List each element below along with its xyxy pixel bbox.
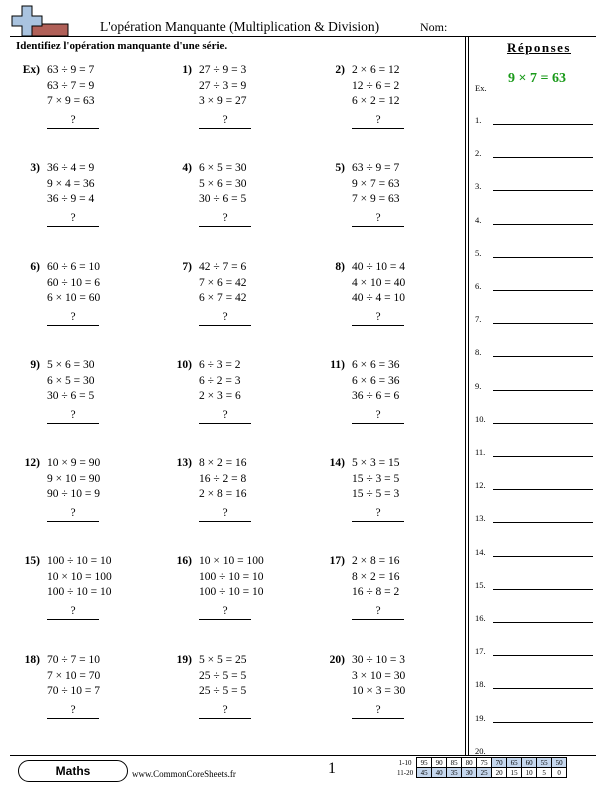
equation: 10 × 9 = 90: [47, 457, 101, 469]
equation: 7 × 9 = 63: [47, 95, 95, 107]
problem-number: 13): [176, 457, 192, 469]
answer-label: 5.: [475, 247, 482, 258]
equation: 9 × 7 = 63: [352, 177, 400, 190]
equation: 9 × 4 = 36: [47, 177, 95, 190]
answer-row: [475, 373, 593, 393]
worksheet-logo: [10, 4, 72, 40]
answer-row: [475, 472, 593, 492]
equation: 12 ÷ 6 = 2: [352, 79, 400, 92]
equation: 6 × 5 = 30: [47, 374, 95, 387]
answer-line[interactable]: [493, 555, 593, 557]
equation: 30 ÷ 10 = 3: [352, 654, 406, 666]
answer-label: 15.: [475, 579, 486, 590]
answer-label: 17.: [475, 646, 486, 657]
equation: 6 × 7 = 42: [199, 292, 247, 304]
problem: [18, 555, 168, 645]
problem: [323, 261, 473, 351]
equation: 70 ÷ 10 = 7: [47, 685, 101, 697]
answer-line[interactable]: [493, 322, 593, 324]
answer-label: 9.: [475, 380, 482, 391]
equation: 2 × 3 = 6: [199, 390, 241, 402]
answer-row: [475, 173, 593, 193]
answer-row: [475, 207, 593, 227]
missing-operation-blank[interactable]: ?: [199, 114, 251, 129]
problem: [18, 654, 168, 744]
equation: 60 ÷ 10 = 6: [47, 276, 101, 289]
problem-number: 6): [30, 261, 40, 273]
missing-operation-blank[interactable]: ?: [47, 212, 99, 227]
problem-number: 18): [24, 654, 40, 666]
problem: [170, 64, 320, 154]
score-cell: 80: [462, 758, 477, 768]
answer-label: 16.: [475, 613, 486, 623]
score-cell: 95: [417, 758, 432, 768]
equation: 70 ÷ 7 = 10: [47, 654, 101, 666]
equation: 7 × 6 = 42: [199, 276, 247, 289]
problem: [323, 457, 473, 547]
equation: 6 ÷ 2 = 3: [199, 374, 241, 387]
equation: 100 ÷ 10 = 10: [47, 555, 112, 567]
score-cell: 70: [492, 758, 507, 768]
score-cell: 90: [432, 758, 447, 768]
missing-operation-blank[interactable]: ?: [47, 311, 99, 326]
score-cell: 45: [417, 768, 432, 778]
problem-number: 15): [24, 555, 40, 567]
answer-line[interactable]: [493, 588, 593, 590]
answer-row: [475, 439, 593, 459]
problem: [170, 261, 320, 351]
answer-line[interactable]: [493, 156, 593, 158]
missing-operation-blank[interactable]: ?: [199, 311, 251, 326]
equation: 90 ÷ 10 = 9: [47, 488, 101, 500]
answer-line[interactable]: [493, 289, 593, 291]
answer-row: [475, 505, 593, 525]
answer-label: 20.: [475, 745, 486, 756]
missing-operation-blank[interactable]: ?: [352, 605, 404, 620]
equation: 25 ÷ 5 = 5: [199, 669, 247, 682]
score-cell: 40: [432, 768, 447, 778]
score-cell: 0: [552, 768, 567, 778]
answer-label: 4.: [475, 214, 482, 225]
answer-line[interactable]: [493, 654, 593, 656]
answer-line[interactable]: [493, 687, 593, 689]
problem-number: 2): [335, 64, 345, 76]
equation: 27 ÷ 9 = 3: [199, 64, 247, 76]
equation: 5 × 3 = 15: [352, 457, 400, 469]
answer-label: 18.: [475, 679, 486, 690]
score-cell: 85: [447, 758, 462, 768]
equation: 60 ÷ 6 = 10: [47, 261, 101, 273]
page-number: 1: [328, 760, 336, 777]
answer-label: 19.: [475, 712, 486, 723]
equation: 36 ÷ 4 = 9: [47, 162, 95, 174]
problem-number: 19): [176, 654, 192, 666]
answer-line[interactable]: [493, 189, 593, 191]
answer-label: 10.: [475, 413, 486, 424]
problem: [323, 359, 473, 449]
problem-number: 9): [30, 359, 40, 371]
equation: 8 × 2 = 16: [199, 457, 247, 469]
score-table: [396, 757, 567, 778]
answer-line[interactable]: [493, 621, 593, 623]
problem: [170, 162, 320, 252]
equation: 7 × 9 = 63: [352, 193, 400, 205]
score-row-label: 11-20: [397, 768, 414, 777]
score-row: [396, 768, 567, 778]
answer-label: 2.: [475, 148, 482, 159]
problem-number: 10): [176, 359, 192, 371]
equation: 5 × 5 = 25: [199, 654, 247, 666]
equation: 30 ÷ 6 = 5: [199, 193, 247, 205]
answer-label: 12.: [475, 480, 486, 491]
equation: 10 × 3 = 30: [352, 685, 406, 697]
answer-row: [475, 671, 593, 691]
answer-label: 6.: [475, 281, 482, 291]
problem-number: 20): [329, 654, 345, 666]
equation: 40 ÷ 10 = 4: [352, 261, 406, 273]
equation: 63 ÷ 7 = 9: [47, 79, 95, 92]
missing-operation-blank[interactable]: ?: [352, 409, 404, 424]
problem: [170, 359, 320, 449]
problem-number: 3): [30, 162, 40, 174]
equation: 3 × 10 = 30: [352, 669, 406, 682]
score-cell: 50: [552, 758, 567, 768]
missing-operation-blank[interactable]: ?: [199, 605, 251, 620]
problem-number: 12): [24, 457, 40, 469]
answer-row: [475, 107, 593, 127]
problem: [323, 654, 473, 744]
equation: 2 × 6 = 12: [352, 64, 400, 76]
equation: 6 × 2 = 12: [352, 95, 400, 107]
equation: 5 × 6 = 30: [47, 359, 95, 371]
equation: 36 ÷ 6 = 6: [352, 390, 400, 402]
answer-row: [475, 339, 593, 359]
answer-label: 11.: [475, 447, 486, 457]
equation: 3 × 9 = 27: [199, 95, 247, 107]
equation: 7 × 10 = 70: [47, 669, 101, 682]
missing-operation-blank[interactable]: ?: [47, 605, 99, 620]
missing-operation-blank[interactable]: ?: [352, 114, 404, 129]
worksheet-title: L'opération Manquante (Multiplication & Division): [100, 19, 380, 34]
answer-label: 8.: [475, 347, 482, 358]
equation: 30 ÷ 6 = 5: [47, 390, 95, 402]
score-cell: 15: [507, 768, 522, 778]
score-cell: 5: [537, 768, 552, 778]
answer-line[interactable]: [493, 256, 593, 258]
missing-operation-blank[interactable]: ?: [352, 212, 404, 227]
answer-row: [475, 273, 593, 293]
problem-number: 14): [329, 457, 345, 469]
missing-operation-blank[interactable]: ?: [47, 409, 99, 424]
missing-operation-blank[interactable]: ?: [47, 114, 99, 129]
problem: [323, 555, 473, 645]
missing-operation-blank[interactable]: ?: [352, 311, 404, 326]
equation: 6 × 5 = 30: [199, 162, 247, 174]
problem: [323, 162, 473, 252]
problem-number: 4): [182, 162, 192, 174]
problem-number: 8): [335, 261, 345, 273]
equation: 10 × 10 = 100: [47, 570, 112, 583]
answer-label: 7.: [475, 314, 482, 325]
score-cell: 55: [537, 758, 552, 768]
answer-line[interactable]: [493, 455, 593, 457]
problem-number: 11): [330, 359, 345, 371]
subject-badge: Maths: [18, 760, 128, 782]
answer-line[interactable]: [493, 123, 593, 125]
equation: 100 ÷ 10 = 10: [199, 570, 264, 583]
missing-operation-blank[interactable]: ?: [199, 212, 251, 227]
score-row-label: 1-10: [398, 758, 412, 767]
problem: [170, 457, 320, 547]
equation: 2 × 8 = 16: [352, 555, 400, 567]
equation: 100 ÷ 10 = 10: [47, 586, 112, 598]
score-cell: 20: [492, 768, 507, 778]
score-cell: 75: [477, 758, 492, 768]
instructions: Identifiez l'opération manquante d'une série.: [16, 40, 228, 52]
answer-line[interactable]: [493, 223, 593, 225]
example-answer: 9 × 7 = 63: [508, 71, 566, 86]
equation: 16 ÷ 8 = 2: [352, 586, 400, 598]
score-cell: 65: [507, 758, 522, 768]
answer-line[interactable]: [493, 521, 593, 523]
equation: 6 × 10 = 60: [47, 292, 101, 304]
equation: 6 × 6 = 36: [352, 374, 400, 387]
missing-operation-blank[interactable]: ?: [352, 507, 404, 522]
problem: [18, 359, 168, 449]
equation: 4 × 10 = 40: [352, 276, 406, 289]
missing-operation-blank[interactable]: ?: [199, 409, 251, 424]
header-rule: [10, 36, 596, 37]
answer-line[interactable]: [493, 389, 593, 391]
answer-label: Ex.: [475, 83, 487, 93]
equation: 9 × 10 = 90: [47, 472, 101, 485]
answer-label: 3.: [475, 181, 482, 192]
equation: 16 ÷ 2 = 8: [199, 472, 247, 485]
score-cell: 30: [462, 768, 477, 778]
problem: [170, 555, 320, 645]
footer-rule: [10, 755, 596, 756]
problem-number: 17): [329, 555, 345, 567]
problem: [18, 457, 168, 547]
missing-operation-blank[interactable]: ?: [47, 704, 99, 719]
problem: [18, 261, 168, 351]
problem-number: 7): [182, 261, 192, 273]
problem-number: 1): [182, 64, 192, 76]
equation: 42 ÷ 7 = 6: [199, 261, 247, 273]
equation: 36 ÷ 9 = 4: [47, 193, 95, 205]
answer-row: [475, 605, 593, 625]
score-row: [396, 758, 567, 768]
equation: 6 × 6 = 36: [352, 359, 400, 371]
score-cell: 35: [447, 768, 462, 778]
equation: 6 ÷ 3 = 2: [199, 359, 241, 371]
equation: 15 ÷ 5 = 3: [352, 488, 400, 500]
answer-row: [475, 572, 593, 592]
answer-row: [475, 306, 593, 326]
equation: 63 ÷ 9 = 7: [47, 64, 95, 76]
equation: 15 ÷ 3 = 5: [352, 472, 400, 485]
problem: [323, 64, 473, 154]
missing-operation-blank[interactable]: ?: [199, 507, 251, 522]
answer-line[interactable]: [493, 488, 593, 490]
answer-row: [475, 638, 593, 658]
answer-line[interactable]: [493, 721, 593, 723]
name-label: Nom:: [420, 20, 448, 34]
problem-number: 16): [176, 555, 192, 567]
answer-line[interactable]: [493, 422, 593, 424]
score-cell: 60: [522, 758, 537, 768]
problem-number: Ex): [22, 64, 40, 76]
answer-row: [475, 705, 593, 725]
equation: 100 ÷ 10 = 10: [199, 586, 264, 598]
equation: 40 ÷ 4 = 10: [352, 292, 406, 304]
score-cell: 25: [477, 768, 492, 778]
equation: 10 × 10 = 100: [199, 555, 264, 567]
equation: 5 × 6 = 30: [199, 177, 247, 190]
website-text: www.CommonCoreSheets.fr: [132, 769, 236, 779]
equation: 2 × 8 = 16: [199, 488, 247, 500]
equation: 8 × 2 = 16: [352, 570, 400, 583]
answer-line[interactable]: [493, 355, 593, 357]
equation: 27 ÷ 3 = 9: [199, 79, 247, 92]
problem: [18, 64, 168, 154]
answer-row: [475, 539, 593, 559]
problem: [170, 654, 320, 744]
missing-operation-blank[interactable]: ?: [352, 704, 404, 719]
answer-row: [475, 140, 593, 160]
answer-label: 1.: [475, 115, 482, 125]
missing-operation-blank[interactable]: ?: [47, 507, 99, 522]
equation: 25 ÷ 5 = 5: [199, 685, 247, 697]
answer-row: [475, 406, 593, 426]
answer-label: 14.: [475, 546, 486, 557]
problem-number: 5): [335, 162, 345, 174]
equation: 63 ÷ 9 = 7: [352, 162, 400, 174]
answer-row: [475, 240, 593, 260]
missing-operation-blank[interactable]: ?: [199, 704, 251, 719]
answers-title: Réponses: [506, 40, 571, 55]
problem: [18, 162, 168, 252]
answer-label: 13.: [475, 513, 486, 524]
score-cell: 10: [522, 768, 537, 778]
